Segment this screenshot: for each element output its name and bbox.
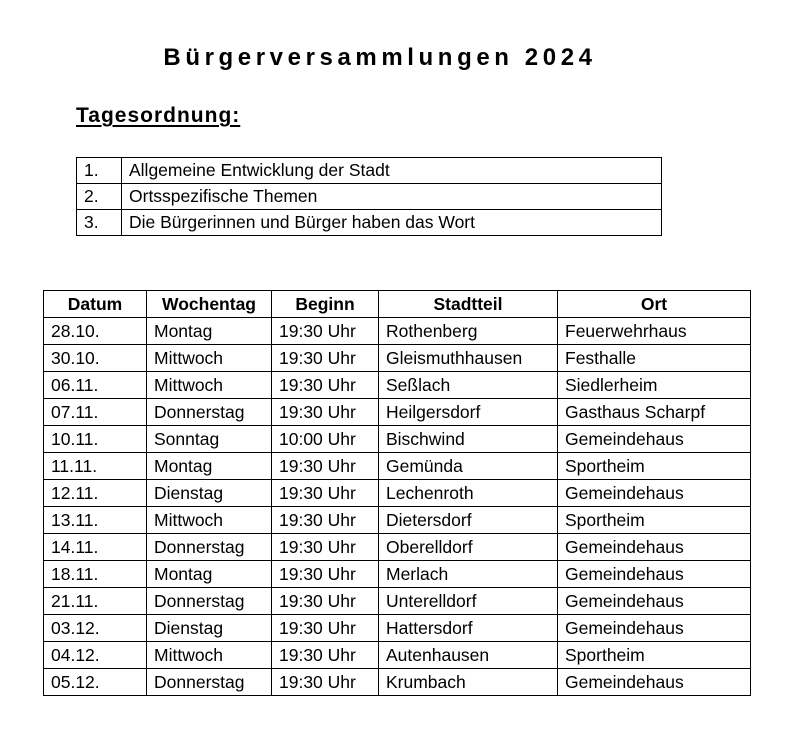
cell-district: Oberelldorf (379, 534, 558, 561)
cell-venue: Feuerwehrhaus (558, 318, 751, 345)
cell-weekday: Mittwoch (147, 507, 272, 534)
cell-start: 19:30 Uhr (272, 372, 379, 399)
cell-date: 10.11. (44, 426, 147, 453)
cell-weekday: Montag (147, 318, 272, 345)
cell-venue: Sportheim (558, 453, 751, 480)
cell-date: 04.12. (44, 642, 147, 669)
cell-start: 19:30 Uhr (272, 561, 379, 588)
agenda-row (77, 158, 662, 184)
table-row (44, 345, 751, 372)
cell-district: Merlach (379, 561, 558, 588)
cell-start: 19:30 Uhr (272, 534, 379, 561)
cell-venue: Gemeindehaus (558, 561, 751, 588)
cell-start: 19:30 Uhr (272, 480, 379, 507)
schedule-body (44, 318, 751, 696)
cell-weekday: Donnerstag (147, 534, 272, 561)
agenda-number: 2. (77, 184, 122, 210)
agenda-table (76, 157, 662, 236)
table-row (44, 507, 751, 534)
cell-date: 18.11. (44, 561, 147, 588)
cell-weekday: Dienstag (147, 615, 272, 642)
cell-venue: Gemeindehaus (558, 669, 751, 696)
cell-venue: Siedlerheim (558, 372, 751, 399)
cell-weekday: Montag (147, 561, 272, 588)
agenda-number: 1. (77, 158, 122, 184)
table-row (44, 399, 751, 426)
cell-start: 10:00 Uhr (272, 426, 379, 453)
cell-start: 19:30 Uhr (272, 345, 379, 372)
cell-venue: Festhalle (558, 345, 751, 372)
cell-start: 19:30 Uhr (272, 507, 379, 534)
cell-date: 06.11. (44, 372, 147, 399)
cell-date: 28.10. (44, 318, 147, 345)
cell-weekday: Donnerstag (147, 588, 272, 615)
table-row (44, 669, 751, 696)
cell-weekday: Mittwoch (147, 345, 272, 372)
cell-weekday: Montag (147, 453, 272, 480)
table-row (44, 372, 751, 399)
header-start: Beginn (272, 291, 379, 318)
cell-start: 19:30 Uhr (272, 453, 379, 480)
cell-district: Autenhausen (379, 642, 558, 669)
cell-date: 12.11. (44, 480, 147, 507)
cell-district: Krumbach (379, 669, 558, 696)
header-venue: Ort (558, 291, 751, 318)
agenda-row (77, 210, 662, 236)
cell-district: Bischwind (379, 426, 558, 453)
header-date: Datum (44, 291, 147, 318)
cell-start: 19:30 Uhr (272, 318, 379, 345)
cell-venue: Gemeindehaus (558, 534, 751, 561)
cell-district: Lechenroth (379, 480, 558, 507)
cell-date: 30.10. (44, 345, 147, 372)
cell-district: Heilgersdorf (379, 399, 558, 426)
agenda-number: 3. (77, 210, 122, 236)
cell-weekday: Donnerstag (147, 669, 272, 696)
cell-start: 19:30 Uhr (272, 669, 379, 696)
cell-district: Unterelldorf (379, 588, 558, 615)
cell-date: 11.11. (44, 453, 147, 480)
table-row (44, 615, 751, 642)
agenda-text: Die Bürgerinnen und Bürger haben das Wort (122, 210, 662, 236)
table-row (44, 642, 751, 669)
agenda-text: Ortsspezifische Themen (122, 184, 662, 210)
cell-date: 07.11. (44, 399, 147, 426)
cell-start: 19:30 Uhr (272, 588, 379, 615)
cell-venue: Gemeindehaus (558, 588, 751, 615)
cell-venue: Gasthaus Scharpf (558, 399, 751, 426)
cell-district: Seßlach (379, 372, 558, 399)
cell-district: Hattersdorf (379, 615, 558, 642)
cell-weekday: Mittwoch (147, 642, 272, 669)
cell-date: 13.11. (44, 507, 147, 534)
table-row (44, 561, 751, 588)
cell-venue: Gemeindehaus (558, 426, 751, 453)
cell-date: 03.12. (44, 615, 147, 642)
cell-district: Gemünda (379, 453, 558, 480)
table-row (44, 588, 751, 615)
cell-weekday: Dienstag (147, 480, 272, 507)
table-row (44, 453, 751, 480)
table-row (44, 318, 751, 345)
cell-weekday: Donnerstag (147, 399, 272, 426)
cell-district: Gleismuthhausen (379, 345, 558, 372)
cell-date: 14.11. (44, 534, 147, 561)
cell-date: 05.12. (44, 669, 147, 696)
header-weekday: Wochentag (147, 291, 272, 318)
cell-district: Rothenberg (379, 318, 558, 345)
cell-date: 21.11. (44, 588, 147, 615)
cell-venue: Sportheim (558, 642, 751, 669)
cell-venue: Gemeindehaus (558, 615, 751, 642)
table-row (44, 426, 751, 453)
schedule-table (43, 290, 751, 696)
cell-start: 19:30 Uhr (272, 615, 379, 642)
agenda-text: Allgemeine Entwicklung der Stadt (122, 158, 662, 184)
agenda-heading: Tagesordnung: (76, 104, 241, 127)
cell-start: 19:30 Uhr (272, 399, 379, 426)
header-district: Stadtteil (379, 291, 558, 318)
cell-weekday: Mittwoch (147, 372, 272, 399)
agenda-row (77, 184, 662, 210)
cell-district: Dietersdorf (379, 507, 558, 534)
schedule-header-row (44, 291, 751, 318)
cell-venue: Gemeindehaus (558, 480, 751, 507)
cell-start: 19:30 Uhr (272, 642, 379, 669)
page-title: Bürgerversammlungen 2024 (163, 44, 597, 71)
table-row (44, 480, 751, 507)
cell-weekday: Sonntag (147, 426, 272, 453)
table-row (44, 534, 751, 561)
cell-venue: Sportheim (558, 507, 751, 534)
